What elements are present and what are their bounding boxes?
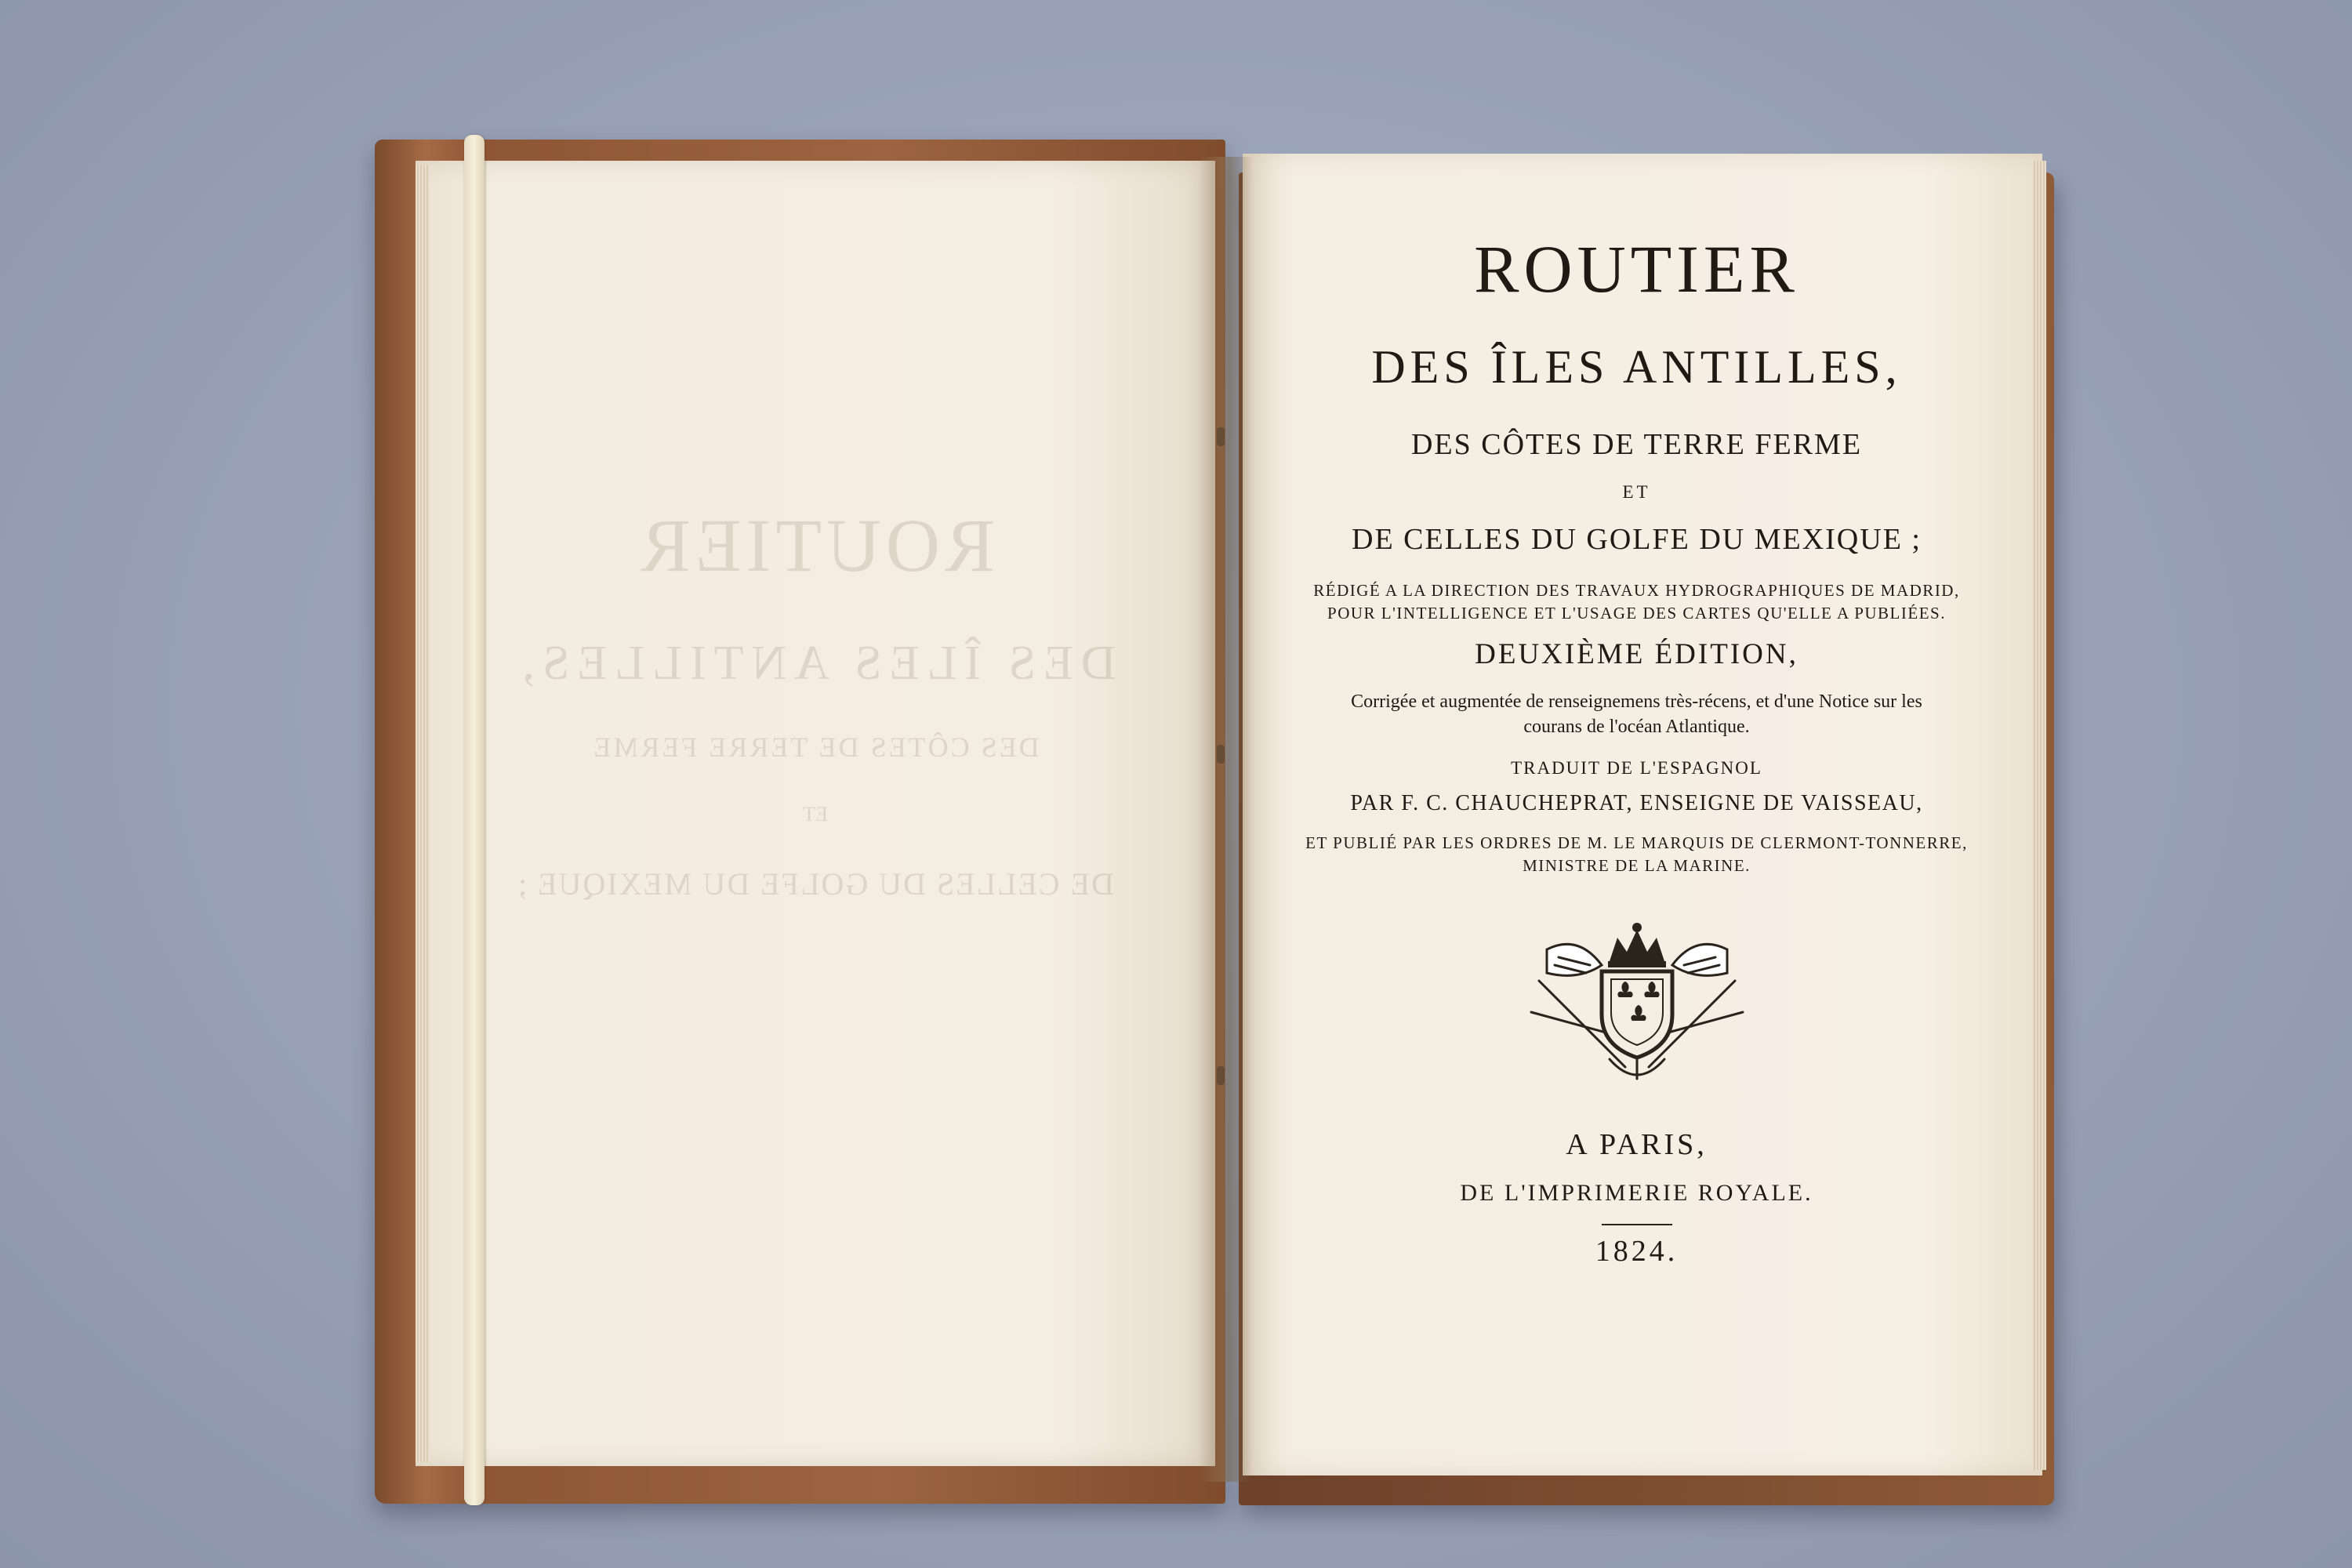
binding-stitch [1217, 745, 1225, 764]
ghost-cotes: DES CÔTES DE TERRE FERME [591, 731, 1040, 763]
subtitle-cotes: DES CÔTES DE TERRE FERME [1410, 428, 1863, 461]
imprint-rule [1602, 1224, 1672, 1225]
edition-statement: DEUXIÈME ÉDITION, [1475, 637, 1798, 670]
publication-note [1254, 832, 2019, 878]
imprint-year: 1824. [1595, 1235, 1679, 1269]
corrections-note [1254, 689, 2019, 740]
publication-line-1: ET PUBLIÉ PAR LES ORDRES DE M. LE MARQUIS DE CLERMONT-TONNERRE, [1305, 833, 1968, 852]
right-page-edges [2032, 161, 2046, 1470]
translation-note: TRADUIT DE L'ESPAGNOL [1511, 757, 1762, 778]
translator-credit: PAR F. C. CHAUCHEPRAT, ENSEIGNE DE VAISSEAU, [1350, 790, 1923, 815]
redaction-line-2: POUR L'INTELLIGENCE ET L'USAGE DES CARTES QU'ELLE A PUBLIÉES. [1327, 604, 1946, 623]
redaction-note [1254, 579, 2019, 626]
redaction-line-1: RÉDIGÉ A LA DIRECTION DES TRAVAUX HYDROGRAPHIQUES DE MADRID, [1313, 581, 1960, 600]
left-page-edges [416, 165, 430, 1462]
imprint-printer: DE L'IMPRIMERIE ROYALE. [1460, 1180, 1813, 1207]
publication-line-2: MINISTRE DE LA MARINE. [1523, 855, 1751, 875]
binding-stitch [1217, 427, 1225, 446]
title-page-text [1254, 231, 2019, 1269]
ghost-celles: DE CELLES DU GOLFE DU MEXIQUE ; [517, 866, 1114, 902]
show-through-mirrored-text [439, 502, 1192, 902]
ghost-title: ROUTIER [636, 503, 995, 587]
royal-arms-vignette [1523, 918, 1751, 1083]
book-gutter [1198, 157, 1253, 1482]
ghost-et: ET [803, 803, 828, 826]
ghost-subtitle: DES ÎLES ANTILLES, [514, 637, 1116, 690]
binding-stitch [1217, 1066, 1225, 1085]
subtitle-et: ET [1622, 482, 1651, 502]
subtitle-golfe-du-mexique: DE CELLES DU GOLFE DU MEXIQUE ; [1352, 523, 1922, 556]
corrections-line-2: courans de l'océan Atlantique. [1523, 717, 1750, 738]
book-title: ROUTIER [1474, 231, 1799, 307]
corrections-line-1: Corrigée et augmentée de renseignemens très-récens, et d'une Notice sur les [1351, 691, 1922, 712]
subtitle-iles-antilles: DES ÎLES ANTILLES, [1371, 341, 1902, 393]
imprint-place: A PARIS, [1566, 1128, 1708, 1162]
elastic-band [464, 135, 485, 1505]
